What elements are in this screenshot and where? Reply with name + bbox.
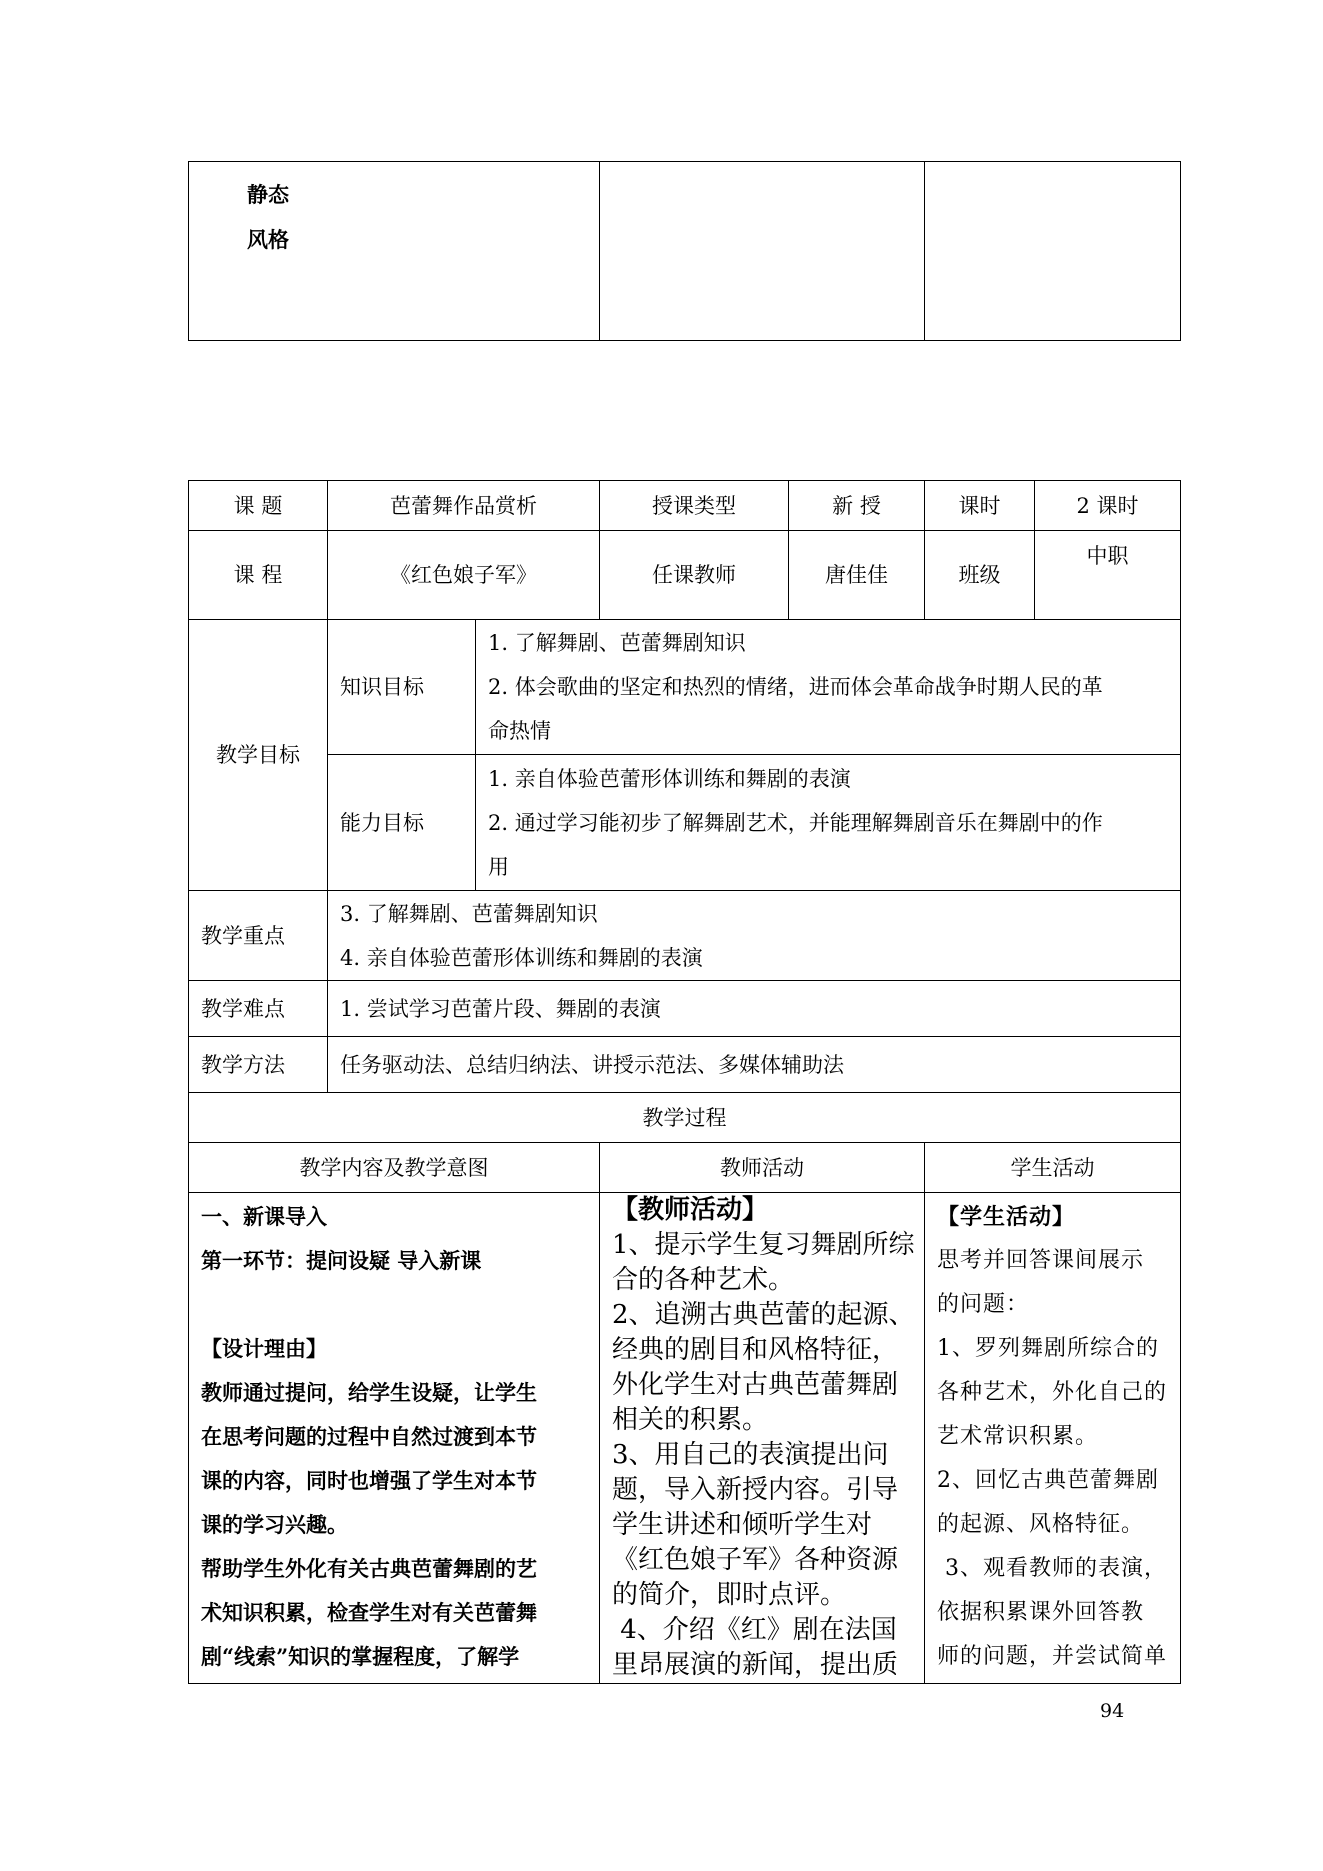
teacher-line: 合的各种艺术。 bbox=[612, 1265, 795, 1295]
top-cell-3 bbox=[925, 162, 1181, 341]
process-title: 教学过程 bbox=[189, 1093, 1181, 1143]
ability-item-1: 1. 亲自体验芭蕾形体训练和舞剧的表演 bbox=[488, 766, 851, 791]
lesson-plan-table bbox=[188, 480, 1181, 1684]
student-line: 艺术常识积累。 bbox=[937, 1424, 1099, 1449]
class-value: 中职 bbox=[1035, 531, 1181, 620]
knowledge-item-1: 1. 了解舞剧、芭蕾舞剧知识 bbox=[488, 631, 746, 655]
student-line: 师的问题，并尝试简单 bbox=[937, 1644, 1168, 1669]
student-line: 的问题： bbox=[937, 1292, 1030, 1317]
teacher-line: 题，导入新授内容。引导 bbox=[612, 1475, 899, 1505]
student-line: 各种艺术，外化自己的 bbox=[937, 1380, 1168, 1405]
knowledge-label: 知识目标 bbox=[328, 620, 476, 755]
teacher-line: 2、追溯古典芭蕾的起源、 bbox=[612, 1300, 915, 1330]
ability-item-2: 2. 通过学习能初步了解舞剧艺术，并能理解舞剧音乐在舞剧中的作 bbox=[488, 810, 1103, 835]
teacher-line: 《红色娘子军》各种资源 bbox=[612, 1545, 899, 1575]
topic-label: 课 题 bbox=[189, 481, 328, 531]
top-line-2: 风格 bbox=[247, 227, 289, 252]
content-line: 术知识积累，检查学生对有关芭蕾舞 bbox=[201, 1600, 537, 1625]
process-col3-header: 学生活动 bbox=[925, 1143, 1181, 1193]
teacher-line: 3、用自己的表演提出问 bbox=[612, 1440, 889, 1470]
hours-value: 2 课时 bbox=[1035, 481, 1181, 531]
student-line: 的起源、风格特征。 bbox=[937, 1512, 1145, 1537]
process-col1-header: 教学内容及教学意图 bbox=[189, 1143, 600, 1193]
topic-value: 芭蕾舞作品赏析 bbox=[328, 481, 600, 531]
content-line: 剧“线索”知识的掌握程度，了解学 bbox=[201, 1644, 520, 1669]
focus-items bbox=[328, 891, 1181, 981]
top-line-1: 静态 bbox=[247, 182, 289, 207]
goals-label: 教学目标 bbox=[189, 620, 328, 891]
student-line: 依据积累课外回答教 bbox=[937, 1600, 1145, 1625]
difficulty-value: 1. 尝试学习芭蕾片段、舞剧的表演 bbox=[328, 981, 1181, 1037]
method-label: 教学方法 bbox=[189, 1037, 328, 1093]
knowledge-item-3: 命热情 bbox=[488, 719, 551, 743]
difficulty-label: 教学难点 bbox=[189, 981, 328, 1037]
student-line: 3、观看教师的表演， bbox=[937, 1556, 1167, 1581]
content-line: 在思考问题的过程中自然过渡到本节 bbox=[201, 1424, 537, 1449]
type-value: 新 授 bbox=[789, 481, 925, 531]
focus-item-1: 3. 了解舞剧、芭蕾舞剧知识 bbox=[340, 901, 598, 926]
type-label: 授课类型 bbox=[600, 481, 789, 531]
content-line: 第一环节：提问设疑 导入新课 bbox=[201, 1248, 482, 1273]
teacher-line: 外化学生对古典芭蕾舞剧 bbox=[612, 1370, 899, 1400]
teacher-line: 经典的剧目和风格特征， bbox=[612, 1335, 899, 1365]
teacher-label: 任课教师 bbox=[600, 531, 789, 620]
content-line: 一、新课导入 bbox=[201, 1204, 327, 1229]
page-number: 94 bbox=[1100, 1700, 1125, 1722]
content-line: 帮助学生外化有关古典芭蕾舞剧的艺 bbox=[201, 1556, 537, 1581]
teacher-heading: 【教师活动】 bbox=[612, 1195, 769, 1225]
knowledge-item-2: 2. 体会歌曲的坚定和热烈的情绪，进而体会革命战争时期人民的革 bbox=[488, 675, 1103, 699]
course-label: 课 程 bbox=[189, 531, 328, 620]
class-label: 班级 bbox=[925, 531, 1035, 620]
student-activity-cell bbox=[925, 1193, 1181, 1684]
teacher-line: 里昂展演的新闻，提出质 bbox=[612, 1650, 899, 1680]
ability-label: 能力目标 bbox=[328, 755, 476, 891]
ability-items bbox=[476, 755, 1181, 891]
student-line: 1、罗列舞剧所综合的 bbox=[937, 1336, 1159, 1361]
top-cell-1 bbox=[189, 162, 600, 341]
knowledge-items bbox=[476, 620, 1181, 755]
top-table bbox=[188, 161, 1181, 341]
content-line: 课的学习兴趣。 bbox=[201, 1512, 348, 1537]
process-col2-header: 教师活动 bbox=[600, 1143, 925, 1193]
teacher-line: 4、介绍《红》剧在法国 bbox=[612, 1615, 897, 1645]
top-cell-2 bbox=[600, 162, 925, 341]
content-line bbox=[201, 1283, 591, 1327]
teacher-value: 唐佳佳 bbox=[789, 531, 925, 620]
focus-item-2: 4. 亲自体验芭蕾形体训练和舞剧的表演 bbox=[340, 945, 703, 970]
teacher-line: 1、提示学生复习舞剧所综 bbox=[612, 1230, 915, 1260]
content-line: 【设计理由】 bbox=[201, 1336, 327, 1361]
hours-label: 课时 bbox=[925, 481, 1035, 531]
teacher-activity-cell bbox=[600, 1193, 925, 1684]
teacher-line: 相关的积累。 bbox=[612, 1405, 769, 1435]
student-line: 2、回忆古典芭蕾舞剧 bbox=[937, 1468, 1159, 1493]
content-line: 教师通过提问，给学生设疑，让学生 bbox=[201, 1380, 537, 1405]
teacher-line: 的简介，即时点评。 bbox=[612, 1580, 847, 1610]
teacher-line: 学生讲述和倾听学生对 bbox=[612, 1510, 873, 1540]
course-value: 《红色娘子军》 bbox=[328, 531, 600, 620]
method-value: 任务驱动法、总结归纳法、讲授示范法、多媒体辅助法 bbox=[328, 1037, 1181, 1093]
ability-item-3: 用 bbox=[488, 854, 509, 879]
student-line: 思考并回答课间展示 bbox=[937, 1248, 1145, 1273]
content-line: 课的内容，同时也增强了学生对本节 bbox=[201, 1468, 537, 1493]
focus-label: 教学重点 bbox=[189, 891, 328, 981]
process-content-cell bbox=[189, 1193, 600, 1684]
student-heading: 【学生活动】 bbox=[937, 1204, 1076, 1230]
